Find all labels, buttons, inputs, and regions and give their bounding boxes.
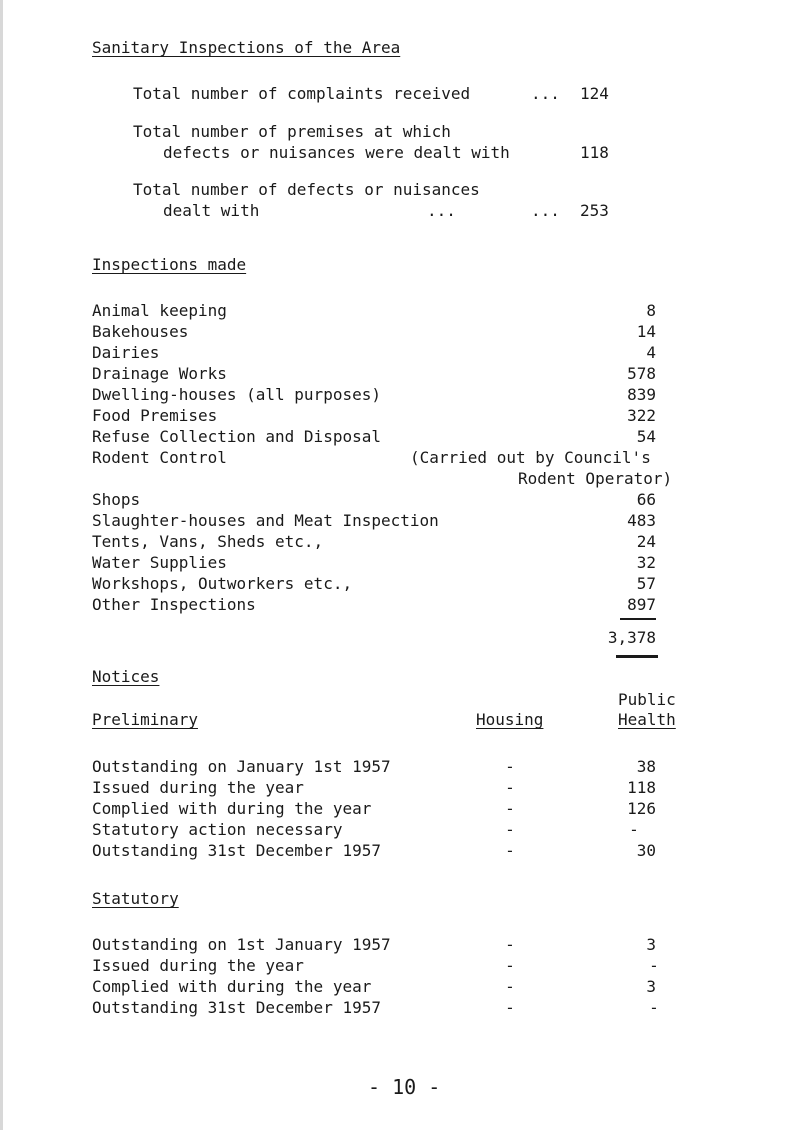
inspection-item-label: Rodent Control [92,448,227,467]
summary-complaints-value: 124 [580,84,609,103]
table-cell-public: - [629,820,639,839]
inspection-item-label: Other Inspections [92,595,256,614]
inspection-item-label: Animal keeping [92,301,227,320]
rodent-note-line-1: (Carried out by Council's [410,448,651,467]
table-cell-public: 38 [636,757,656,776]
summary-defects-label-1: Total number of defects or nuisances [133,180,480,199]
inspection-item-value: 54 [636,427,656,446]
table-cell-public: 30 [636,841,656,860]
col-header-public-1: Public [618,690,676,709]
total-double-rule [616,655,658,658]
inspection-item-value: 66 [636,490,656,509]
inspection-item-value: 483 [627,511,656,530]
table-cell-public: 118 [627,778,656,797]
preliminary-heading: Preliminary [92,710,198,729]
table-row-label: Outstanding 31st December 1957 [92,841,381,860]
inspection-item-label: Slaughter-houses and Meat Inspection [92,511,439,530]
inspection-item-value: 24 [636,532,656,551]
inspection-item-label: Bakehouses [92,322,189,341]
inspection-item-value: 14 [636,322,656,341]
inspection-item-label: Water Supplies [92,553,227,572]
table-row-label: Complied with during the year [92,799,372,818]
summary-premises-label-2: defects or nuisances were dealt with [163,143,510,162]
table-cell-public: 126 [627,799,656,818]
table-row-label: Outstanding on 1st January 1957 [92,935,391,954]
inspection-item-label: Tents, Vans, Sheds etc., [92,532,324,551]
summary-defects-dots-1: ... [427,201,456,220]
table-cell-housing: - [505,799,515,818]
rodent-note-line-2: Rodent Operator) [518,469,673,488]
inspection-item-value: 897 [627,595,656,614]
inspection-item-value: 32 [636,553,656,572]
summary-defects-label-2: dealt with [163,201,260,220]
summary-premises-label-1: Total number of premises at which [133,122,451,141]
table-cell-housing: - [505,820,515,839]
notices-heading: Notices [92,667,160,686]
table-cell-housing: - [505,977,515,996]
inspection-item-value: 322 [627,406,656,425]
table-cell-housing: - [505,841,515,860]
inspection-item-label: Dwelling-houses (all purposes) [92,385,381,404]
summary-defects-dots-2: ... [531,201,560,220]
inspection-item-value: 57 [636,574,656,593]
inspection-item-label: Workshops, Outworkers etc., [92,574,353,593]
table-cell-housing: - [505,998,515,1017]
table-cell-housing: - [505,935,515,954]
table-cell-housing: - [505,757,515,776]
inspections-heading: Inspections made [92,255,247,274]
inspection-item-label: Drainage Works [92,364,227,383]
inspection-item-label: Dairies [92,343,160,362]
table-cell-public: 3 [646,935,656,954]
summary-complaints-dots: ... [531,84,560,103]
table-row-label: Outstanding on January 1st 1957 [92,757,391,776]
inspections-total: 3,378 [607,628,656,647]
table-cell-public: - [649,956,659,975]
table-cell-public: 3 [646,977,656,996]
inspection-item-value: 578 [627,364,656,383]
table-row-label: Complied with during the year [92,977,372,996]
page-number: - 10 - [368,1075,441,1099]
table-cell-housing: - [505,956,515,975]
inspection-item-value: 839 [627,385,656,404]
statutory-heading: Statutory [92,889,179,908]
col-header-housing: Housing [476,710,544,729]
summary-premises-value: 118 [580,143,609,162]
table-row-label: Statutory action necessary [92,820,343,839]
inspection-item-label: Refuse Collection and Disposal [92,427,381,446]
inspection-item-label: Food Premises [92,406,218,425]
table-row-label: Issued during the year [92,778,304,797]
inspection-item-value: 8 [646,301,656,320]
table-cell-public: - [649,998,659,1017]
table-cell-housing: - [505,778,515,797]
page-title: Sanitary Inspections of the Area [92,38,401,57]
inspection-item-label: Shops [92,490,141,509]
summary-defects-value: 253 [580,201,609,220]
col-header-public-2: Health [618,710,676,729]
page-edge-shadow [0,0,3,1130]
inspection-item-value: 4 [646,343,656,362]
table-row-label: Issued during the year [92,956,304,975]
summary-complaints-label: Total number of complaints received [133,84,471,103]
table-row-label: Outstanding 31st December 1957 [92,998,381,1017]
total-top-rule [620,618,656,620]
